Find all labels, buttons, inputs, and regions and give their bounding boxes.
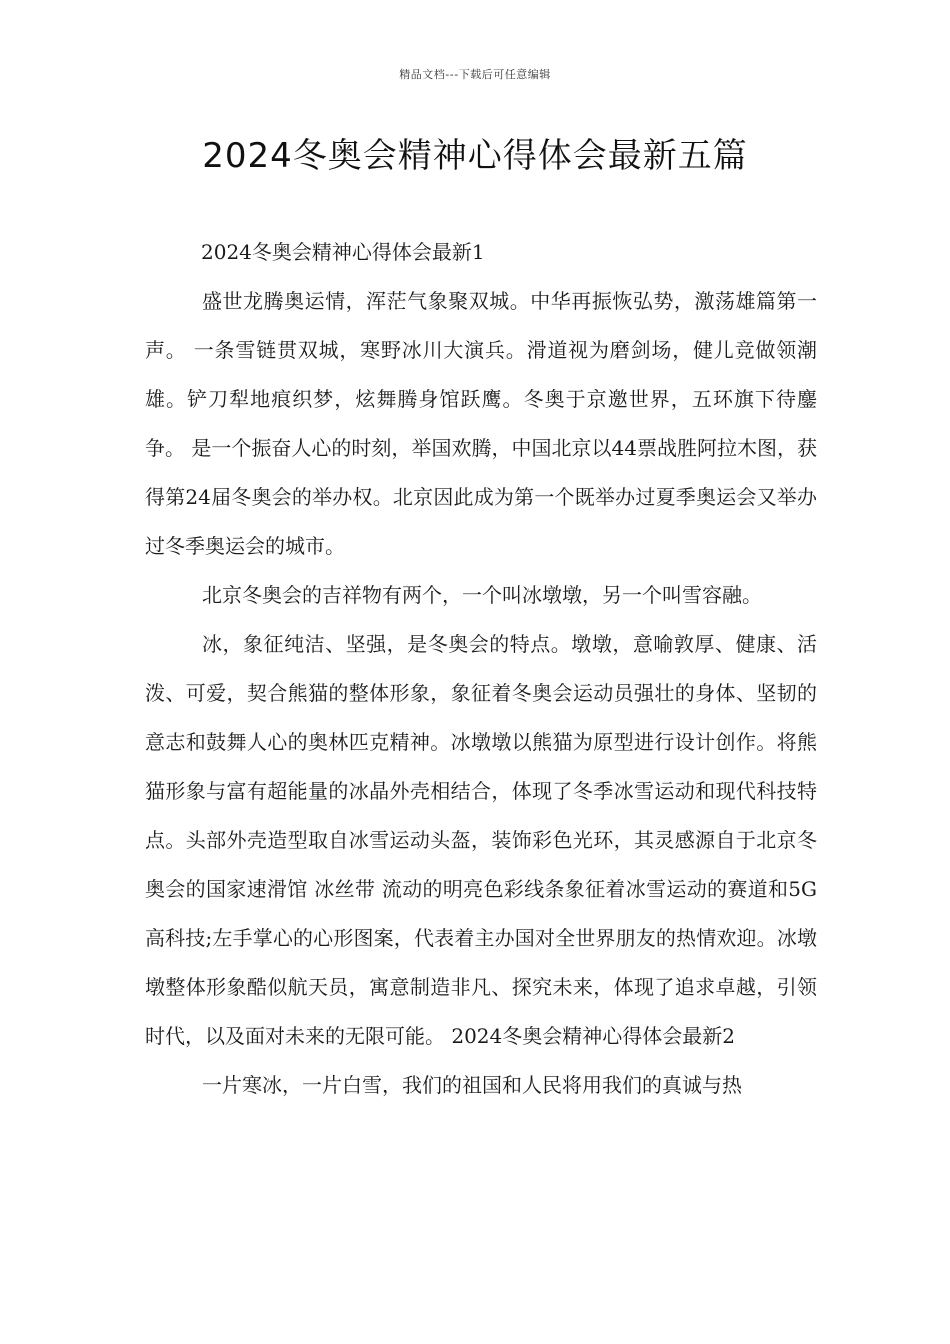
paragraph: 北京冬奥会的吉祥物有两个，一个叫冰墩墩，另一个叫雪容融。 [202,583,762,607]
document-body [145,228,817,1110]
document-title: 2024冬奥会精神心得体会最新五篇 [202,136,748,176]
paragraph: 冰，象征纯洁、坚强，是冬奥会的特点。墩墩，意喻敦厚、健康、活泼、可爱，契合熊猫的整体形象，象征着冬奥会运动员强壮的身体、坚韧的意志和鼓舞人心的奥林匹克精神。冰墩墩以熊猫为原型进行设计创作。将熊猫形象与富有超能量的冰晶外壳相结合，体现了冬季冰雪运动和现代科技特点。头部外壳造型取自冰雪运动头盔，装饰彩色光环，其灵感源自于北京冬奥会的国家速滑馆 冰丝带 流动的明亮色彩线条象征着冰雪运动的赛道和5G高科技;左手掌心的心形图案，代表着主办国对全世界朋友的热情欢迎。冰墩墩整体形象酷似航天员，寓意制造非凡、探究未来，体现了追求卓越，引领时代，以及面对未来的无限可能。 2024冬奥会精神心得体会最新2 [145,632,817,1048]
section-heading: 2024冬奥会精神心得体会最新1 [201,240,485,264]
paragraph: 一片寒冰，一片白雪，我们的祖国和人民将用我们的真诚与热 [202,1073,742,1097]
header-note: 精品文档---下载后可任意编辑 [399,68,551,81]
paragraph: 盛世龙腾奥运情，浑茫气象聚双城。中华再振恢弘势，激荡雄篇第一声。 一条雪链贯双城，寒野冰川大演兵。滑道视为磨剑场，健儿竞做领潮雄。铲刀犁地痕织梦，炫舞腾身馆跃鹰。冬奥于京邀世界，五环旗下待鏖争。 是一个振奋人心的时刻，举国欢腾，中国北京以44票战胜阿拉木图，获得第24届冬奥会的举办权。北京因此成为第一个既举办过夏季奥运会又举办过冬季奥运会的城市。 [145,289,817,558]
